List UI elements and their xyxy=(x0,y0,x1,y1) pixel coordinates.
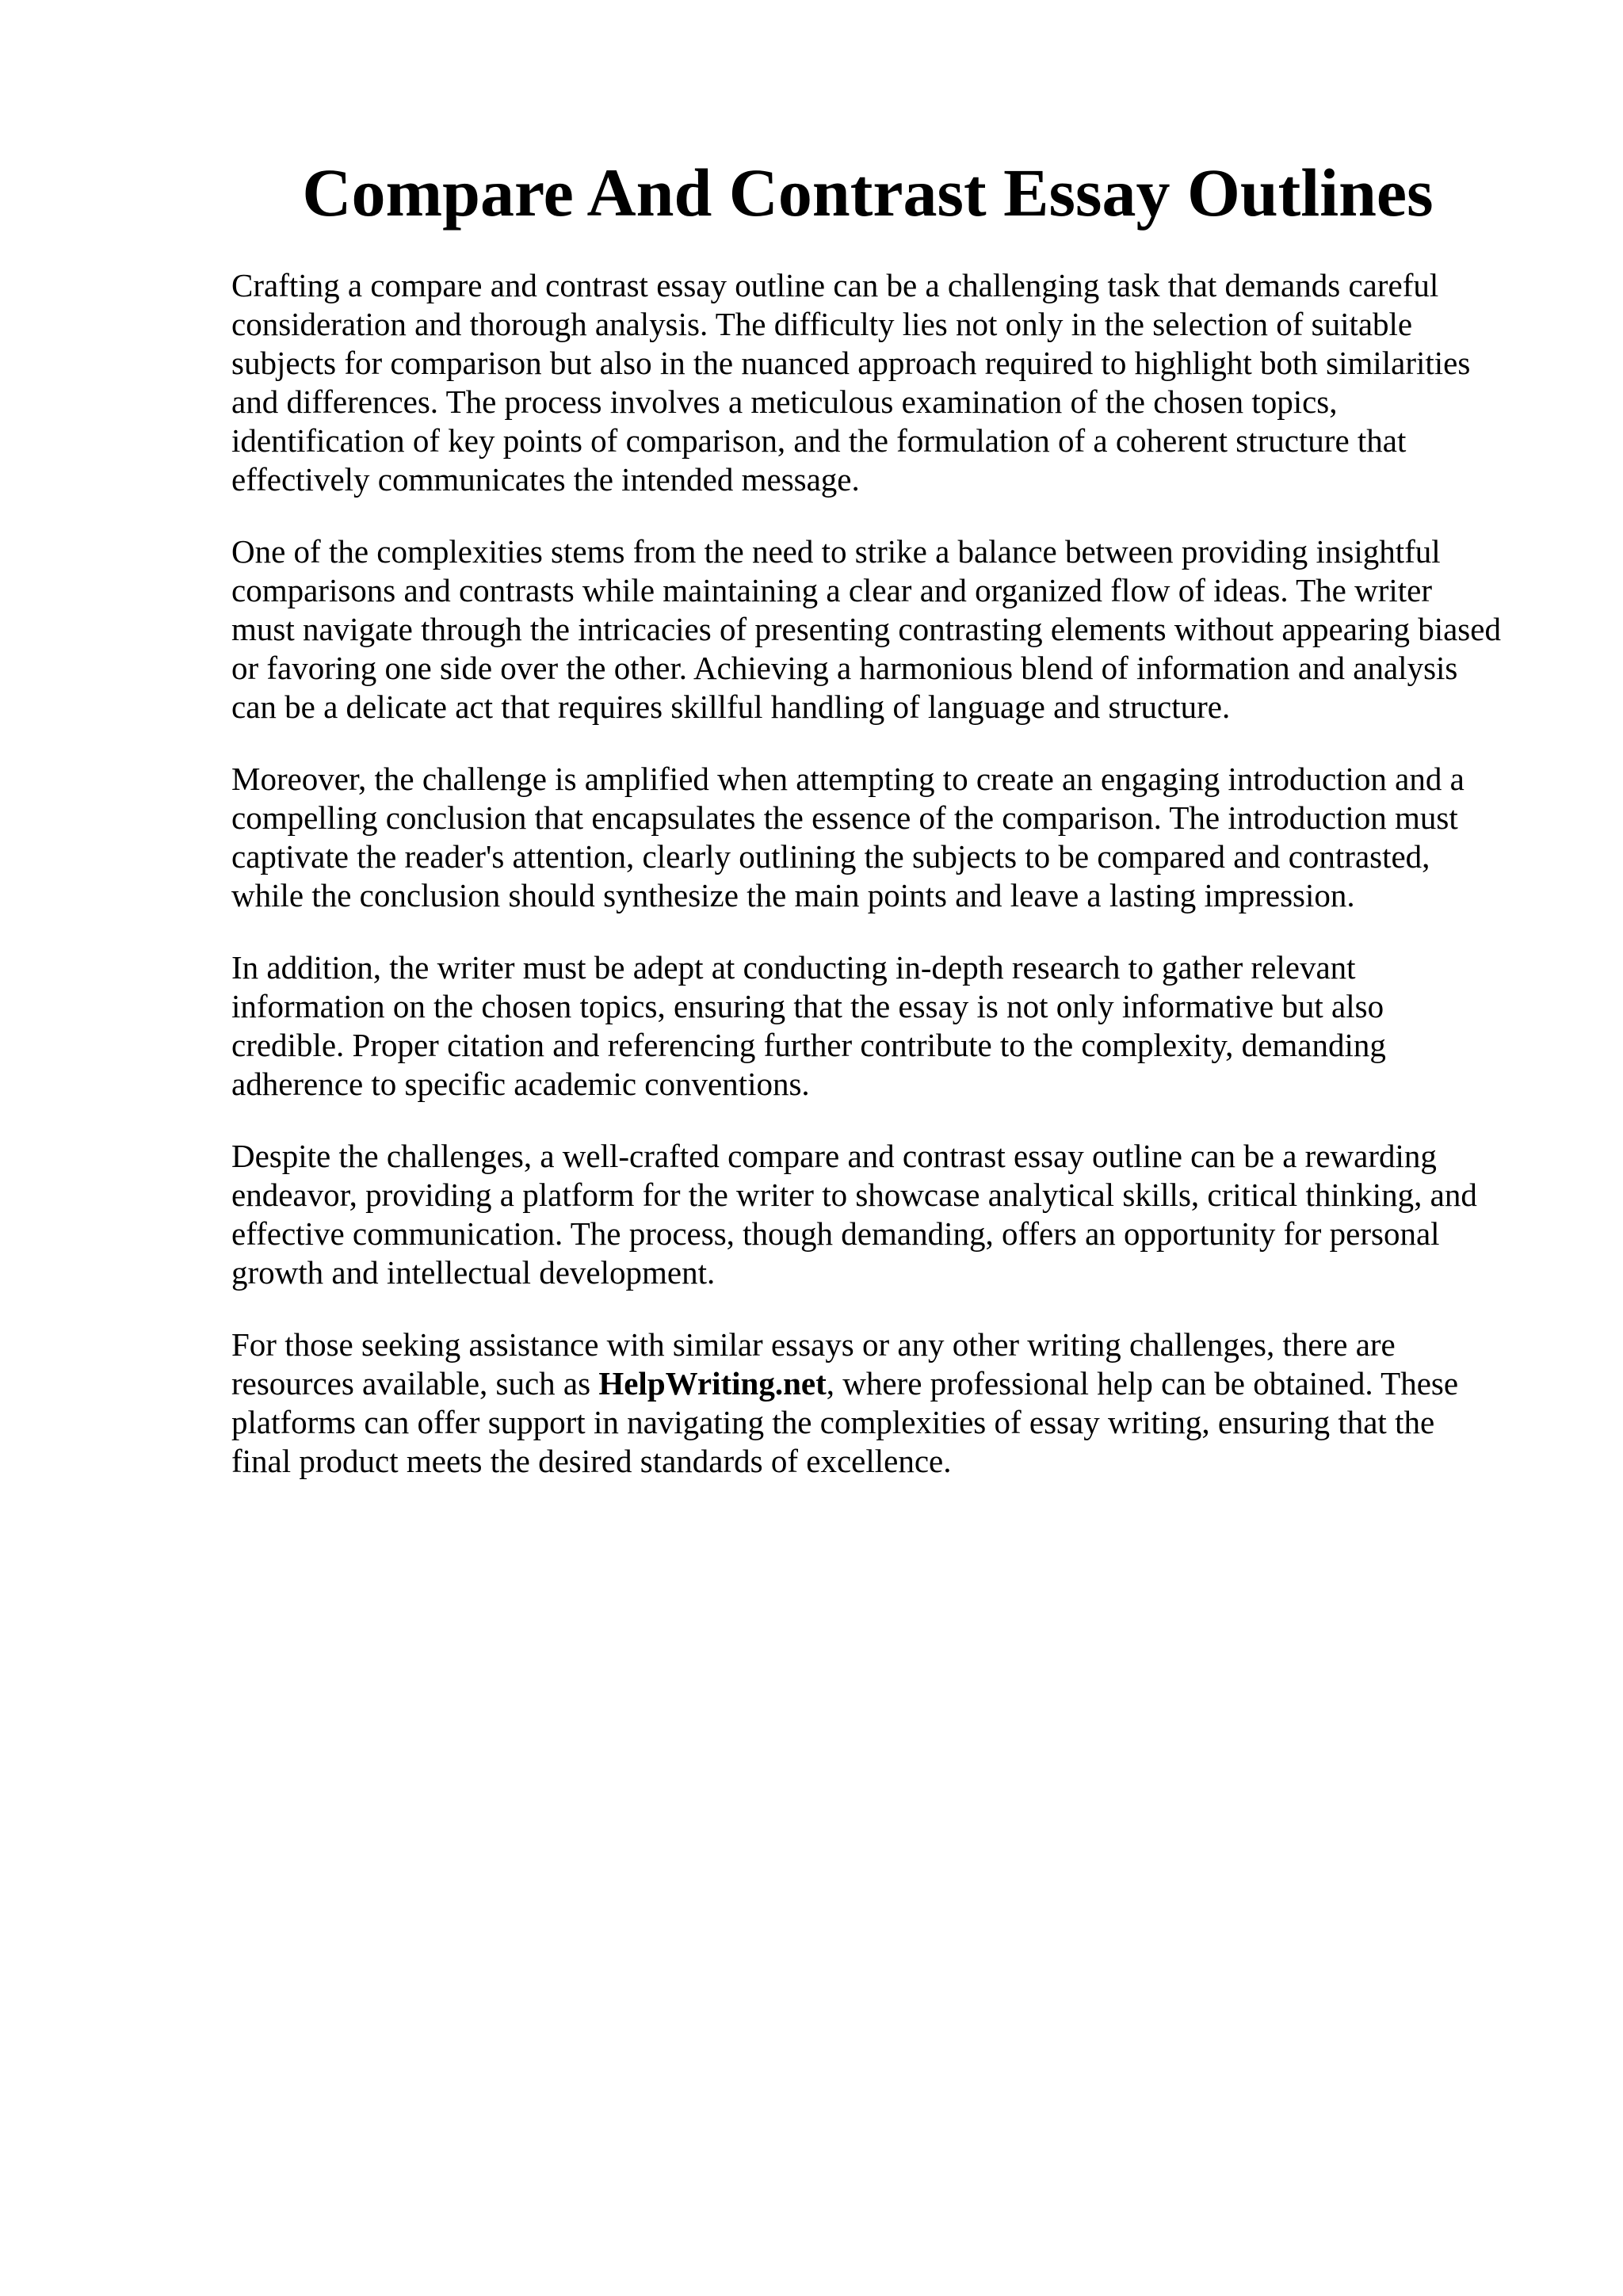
helpwriting-link[interactable]: HelpWriting.net xyxy=(598,1365,827,1402)
text-segment: , where professional help can be obtained. These xyxy=(826,1365,1459,1402)
paragraph-1 xyxy=(231,266,1531,499)
text-line: can be a delicate act that requires skillful handling of language and structure. xyxy=(231,688,1231,725)
text-line: adherence to specific academic conventions. xyxy=(231,1066,810,1102)
text-line: growth and intellectual development. xyxy=(231,1254,716,1291)
paragraph-5 xyxy=(231,1137,1531,1292)
text-line: endeavor, providing a platform for the writer to showcase analytical skills, critical thinking, and xyxy=(231,1177,1477,1213)
text-line: For those seeking assistance with similar essays or any other writing challenges, there are xyxy=(231,1326,1396,1363)
text-line: must navigate through the intricacies of presenting contrasting elements without appearing biased xyxy=(231,611,1501,647)
text-line: One of the complexities stems from the need to strike a balance between providing insightful xyxy=(231,533,1441,570)
text-line: compelling conclusion that encapsulates the essence of the comparison. The introduction must xyxy=(231,799,1458,836)
text-line: final product meets the desired standards of excellence. xyxy=(231,1443,952,1479)
text-line: In addition, the writer must be adept at conducting in-depth research to gather relevant xyxy=(231,949,1356,986)
paragraph-6 xyxy=(231,1325,1531,1481)
text-line-with-link xyxy=(231,1364,1531,1403)
text-line: effective communication. The process, though demanding, offers an opportunity for personal xyxy=(231,1215,1440,1252)
paragraph-3 xyxy=(231,760,1531,915)
text-line: credible. Proper citation and referencing further contribute to the complexity, demanding xyxy=(231,1027,1386,1063)
text-line: subjects for comparison but also in the nuanced approach required to highlight both similarities xyxy=(231,345,1471,381)
text-line: Despite the challenges, a well-crafted compare and contrast essay outline can be a rewarding xyxy=(231,1138,1437,1174)
text-line: while the conclusion should synthesize the main points and leave a lasting impression. xyxy=(231,877,1355,913)
text-line: or favoring one side over the other. Achieving a harmonious blend of information and analysis xyxy=(231,650,1458,686)
text-segment: resources available, such as xyxy=(231,1365,599,1402)
text-line: identification of key points of comparison, and the formulation of a coherent structure that xyxy=(231,422,1407,459)
paragraph-4 xyxy=(231,948,1531,1104)
text-line: Crafting a compare and contrast essay outline can be a challenging task that demands careful xyxy=(231,267,1439,303)
text-line: comparisons and contrasts while maintaining a clear and organized flow of ideas. The writer xyxy=(231,572,1432,608)
document-body xyxy=(231,266,1531,1514)
paragraph-2 xyxy=(231,532,1531,727)
page-title: Compare And Contrast Essay Outlines xyxy=(302,154,1434,231)
text-line: captivate the reader's attention, clearly outlining the subjects to be compared and contrasted, xyxy=(231,838,1430,875)
text-line: effectively communicates the intended message. xyxy=(231,461,860,498)
text-line: consideration and thorough analysis. The difficulty lies not only in the selection of suitable xyxy=(231,306,1413,342)
text-line: information on the chosen topics, ensuring that the essay is not only informative but also xyxy=(231,988,1384,1024)
text-line: and differences. The process involves a meticulous examination of the chosen topics, xyxy=(231,383,1338,420)
text-line: Moreover, the challenge is amplified when attempting to create an engaging introduction and a xyxy=(231,761,1465,797)
text-line: platforms can offer support in navigating the complexities of essay writing, ensuring that the xyxy=(231,1404,1435,1440)
